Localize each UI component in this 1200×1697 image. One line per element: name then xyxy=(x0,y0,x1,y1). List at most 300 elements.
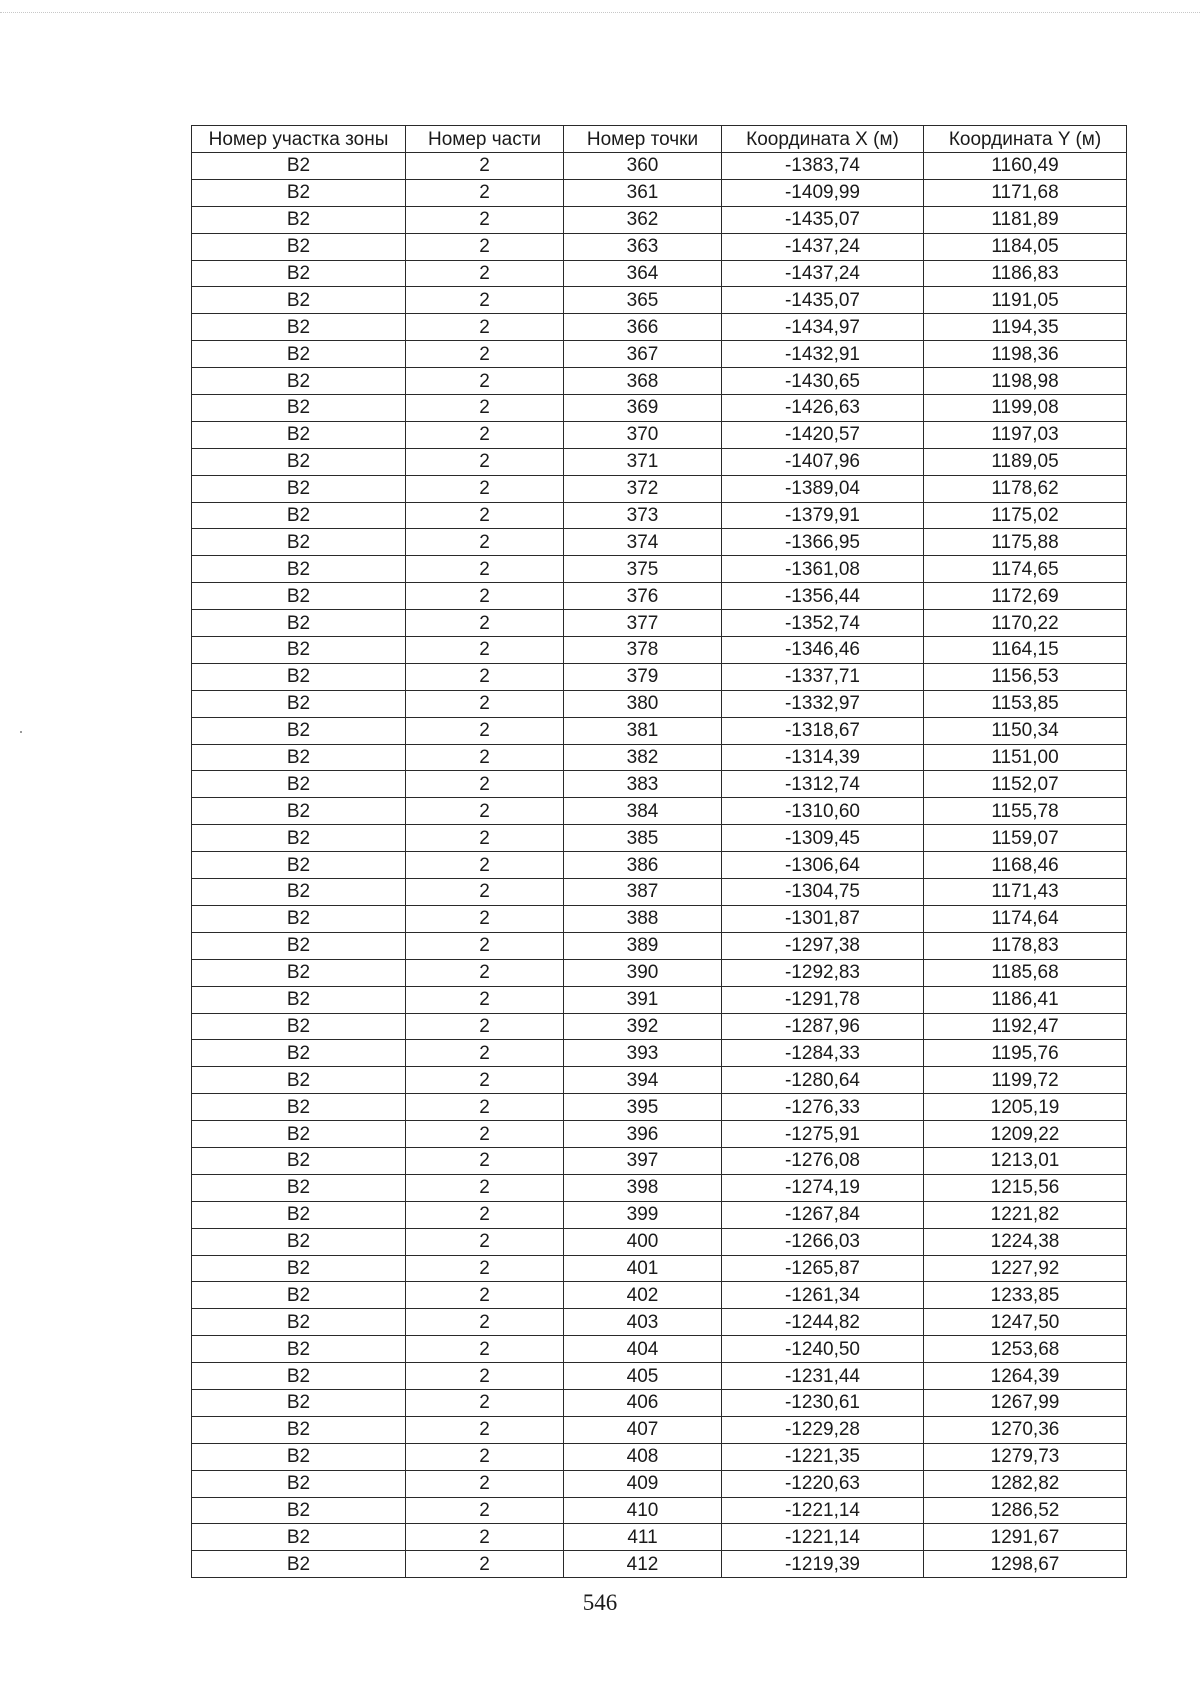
part-number-cell: 2 xyxy=(406,1389,564,1416)
coordinate-x-cell: -1383,74 xyxy=(722,153,924,180)
point-number-cell: 393 xyxy=(564,1040,722,1067)
zone-section-cell: В2 xyxy=(192,1416,406,1443)
point-number-cell: 402 xyxy=(564,1282,722,1309)
coordinate-x-cell: -1221,14 xyxy=(722,1524,924,1551)
part-number-cell: 2 xyxy=(406,663,564,690)
part-number-cell: 2 xyxy=(406,690,564,717)
part-number-cell: 2 xyxy=(406,529,564,556)
point-number-cell: 369 xyxy=(564,395,722,422)
coordinate-y-cell: 1159,07 xyxy=(924,825,1127,852)
table-row xyxy=(192,663,1127,690)
point-number-cell: 360 xyxy=(564,153,722,180)
zone-section-cell: В2 xyxy=(192,1121,406,1148)
point-number-cell: 389 xyxy=(564,932,722,959)
coordinate-y-cell: 1178,83 xyxy=(924,932,1127,959)
zone-section-cell: В2 xyxy=(192,1094,406,1121)
part-number-cell: 2 xyxy=(406,1470,564,1497)
zone-section-cell: В2 xyxy=(192,1013,406,1040)
zone-section-cell: В2 xyxy=(192,502,406,529)
coordinate-y-cell: 1279,73 xyxy=(924,1443,1127,1470)
coordinate-y-cell: 1198,36 xyxy=(924,341,1127,368)
part-number-cell: 2 xyxy=(406,395,564,422)
coordinate-x-cell: -1389,04 xyxy=(722,475,924,502)
table-row xyxy=(192,179,1127,206)
point-number-cell: 384 xyxy=(564,798,722,825)
point-number-cell: 406 xyxy=(564,1389,722,1416)
coordinate-x-cell: -1332,97 xyxy=(722,690,924,717)
coordinate-x-cell: -1409,99 xyxy=(722,179,924,206)
scan-top-edge xyxy=(0,12,1200,13)
zone-section-cell: В2 xyxy=(192,744,406,771)
part-number-cell: 2 xyxy=(406,1094,564,1121)
part-number-cell: 2 xyxy=(406,1013,564,1040)
point-number-cell: 375 xyxy=(564,556,722,583)
coordinate-x-cell: -1219,39 xyxy=(722,1551,924,1578)
point-number-cell: 379 xyxy=(564,663,722,690)
coordinate-y-cell: 1213,01 xyxy=(924,1147,1127,1174)
part-number-cell: 2 xyxy=(406,986,564,1013)
scan-speck xyxy=(20,731,22,733)
zone-section-cell: В2 xyxy=(192,1336,406,1363)
part-number-cell: 2 xyxy=(406,1282,564,1309)
point-number-cell: 409 xyxy=(564,1470,722,1497)
coordinate-x-cell: -1310,60 xyxy=(722,798,924,825)
point-number-cell: 400 xyxy=(564,1228,722,1255)
table-row xyxy=(192,448,1127,475)
coordinate-x-cell: -1361,08 xyxy=(722,556,924,583)
zone-section-cell: В2 xyxy=(192,1067,406,1094)
table-row xyxy=(192,260,1127,287)
table-row xyxy=(192,368,1127,395)
table-row xyxy=(192,1363,1127,1390)
zone-section-cell: В2 xyxy=(192,421,406,448)
part-number-cell: 2 xyxy=(406,1363,564,1390)
part-number-cell: 2 xyxy=(406,475,564,502)
coordinate-y-cell: 1247,50 xyxy=(924,1309,1127,1336)
coordinate-y-cell: 1170,22 xyxy=(924,610,1127,637)
table-row xyxy=(192,771,1127,798)
zone-section-cell: В2 xyxy=(192,395,406,422)
page-number: 546 xyxy=(582,1590,618,1615)
coordinate-y-cell: 1205,19 xyxy=(924,1094,1127,1121)
coordinate-y-cell: 1191,05 xyxy=(924,287,1127,314)
table-row xyxy=(192,637,1127,664)
coordinate-x-cell: -1435,07 xyxy=(722,287,924,314)
point-number-cell: 374 xyxy=(564,529,722,556)
point-number-cell: 391 xyxy=(564,986,722,1013)
part-number-cell: 2 xyxy=(406,905,564,932)
point-number-cell: 380 xyxy=(564,690,722,717)
coordinate-y-cell: 1175,88 xyxy=(924,529,1127,556)
table-row xyxy=(192,1551,1127,1578)
point-number-cell: 399 xyxy=(564,1201,722,1228)
coordinate-y-cell: 1152,07 xyxy=(924,771,1127,798)
point-number-cell: 364 xyxy=(564,260,722,287)
table-row xyxy=(192,1497,1127,1524)
coordinate-y-cell: 1221,82 xyxy=(924,1201,1127,1228)
zone-section-cell: В2 xyxy=(192,448,406,475)
table-row xyxy=(192,1282,1127,1309)
coordinate-x-cell: -1231,44 xyxy=(722,1363,924,1390)
coordinate-y-cell: 1197,03 xyxy=(924,421,1127,448)
zone-section-cell: В2 xyxy=(192,1228,406,1255)
part-number-cell: 2 xyxy=(406,287,564,314)
point-number-cell: 404 xyxy=(564,1336,722,1363)
table-row xyxy=(192,314,1127,341)
zone-section-cell: В2 xyxy=(192,637,406,664)
coordinate-x-cell: -1244,82 xyxy=(722,1309,924,1336)
zone-section-cell: В2 xyxy=(192,153,406,180)
coordinate-y-cell: 1172,69 xyxy=(924,583,1127,610)
table-row xyxy=(192,1389,1127,1416)
part-number-cell: 2 xyxy=(406,717,564,744)
coordinate-y-cell: 1209,22 xyxy=(924,1121,1127,1148)
coordinate-x-cell: -1221,14 xyxy=(722,1497,924,1524)
coordinate-y-cell: 1155,78 xyxy=(924,798,1127,825)
part-number-cell: 2 xyxy=(406,233,564,260)
coordinate-x-cell: -1437,24 xyxy=(722,233,924,260)
part-number-cell: 2 xyxy=(406,932,564,959)
coordinate-x-cell: -1432,91 xyxy=(722,341,924,368)
table-row xyxy=(192,421,1127,448)
part-number-cell: 2 xyxy=(406,206,564,233)
part-number-cell: 2 xyxy=(406,421,564,448)
table-row xyxy=(192,825,1127,852)
table-row xyxy=(192,1443,1127,1470)
table-row xyxy=(192,610,1127,637)
point-number-cell: 405 xyxy=(564,1363,722,1390)
coordinate-x-cell: -1292,83 xyxy=(722,959,924,986)
table-row xyxy=(192,1067,1127,1094)
part-number-cell: 2 xyxy=(406,314,564,341)
point-number-cell: 385 xyxy=(564,825,722,852)
zone-section-cell: В2 xyxy=(192,1389,406,1416)
point-number-cell: 412 xyxy=(564,1551,722,1578)
coordinate-y-cell: 1153,85 xyxy=(924,690,1127,717)
point-number-cell: 381 xyxy=(564,717,722,744)
table-row xyxy=(192,1094,1127,1121)
coordinate-y-cell: 1175,02 xyxy=(924,502,1127,529)
point-number-cell: 382 xyxy=(564,744,722,771)
table-row xyxy=(192,475,1127,502)
coordinate-y-cell: 1282,82 xyxy=(924,1470,1127,1497)
coordinate-y-cell: 1192,47 xyxy=(924,1013,1127,1040)
point-number-cell: 403 xyxy=(564,1309,722,1336)
coordinate-y-cell: 1199,72 xyxy=(924,1067,1127,1094)
zone-section-cell: В2 xyxy=(192,905,406,932)
header-zone-section: Номер участка зоны xyxy=(192,126,406,153)
coordinate-x-cell: -1220,63 xyxy=(722,1470,924,1497)
coordinate-x-cell: -1297,38 xyxy=(722,932,924,959)
table-row xyxy=(192,959,1127,986)
point-number-cell: 387 xyxy=(564,879,722,906)
table-row xyxy=(192,153,1127,180)
zone-section-cell: В2 xyxy=(192,233,406,260)
part-number-cell: 2 xyxy=(406,583,564,610)
table-row xyxy=(192,1121,1127,1148)
part-number-cell: 2 xyxy=(406,368,564,395)
coordinate-y-cell: 1224,38 xyxy=(924,1228,1127,1255)
part-number-cell: 2 xyxy=(406,1121,564,1148)
point-number-cell: 371 xyxy=(564,448,722,475)
point-number-cell: 395 xyxy=(564,1094,722,1121)
zone-section-cell: В2 xyxy=(192,1040,406,1067)
coordinate-x-cell: -1230,61 xyxy=(722,1389,924,1416)
part-number-cell: 2 xyxy=(406,1551,564,1578)
coordinate-x-cell: -1284,33 xyxy=(722,1040,924,1067)
coordinate-y-cell: 1186,83 xyxy=(924,260,1127,287)
table-row xyxy=(192,502,1127,529)
point-number-cell: 378 xyxy=(564,637,722,664)
point-number-cell: 392 xyxy=(564,1013,722,1040)
zone-section-cell: В2 xyxy=(192,986,406,1013)
coordinate-x-cell: -1366,95 xyxy=(722,529,924,556)
table-row xyxy=(192,1228,1127,1255)
coordinate-y-cell: 1286,52 xyxy=(924,1497,1127,1524)
coordinate-y-cell: 1267,99 xyxy=(924,1389,1127,1416)
part-number-cell: 2 xyxy=(406,1040,564,1067)
table-row xyxy=(192,529,1127,556)
header-point-number: Номер точки xyxy=(564,126,722,153)
coordinate-x-cell: -1407,96 xyxy=(722,448,924,475)
part-number-cell: 2 xyxy=(406,879,564,906)
zone-section-cell: В2 xyxy=(192,1282,406,1309)
table-row xyxy=(192,556,1127,583)
point-number-cell: 383 xyxy=(564,771,722,798)
zone-section-cell: В2 xyxy=(192,690,406,717)
coordinate-x-cell: -1430,65 xyxy=(722,368,924,395)
coordinate-y-cell: 1164,15 xyxy=(924,637,1127,664)
table-row xyxy=(192,1013,1127,1040)
coordinate-x-cell: -1346,46 xyxy=(722,637,924,664)
part-number-cell: 2 xyxy=(406,1524,564,1551)
coordinate-x-cell: -1434,97 xyxy=(722,314,924,341)
zone-section-cell: В2 xyxy=(192,475,406,502)
table-row xyxy=(192,986,1127,1013)
header-coordinate-x: Координата X (м) xyxy=(722,126,924,153)
coordinate-x-cell: -1291,78 xyxy=(722,986,924,1013)
part-number-cell: 2 xyxy=(406,1336,564,1363)
table-row xyxy=(192,717,1127,744)
coordinate-y-cell: 1171,68 xyxy=(924,179,1127,206)
zone-section-cell: В2 xyxy=(192,610,406,637)
table-row xyxy=(192,932,1127,959)
table-row xyxy=(192,1201,1127,1228)
coordinate-y-cell: 1150,34 xyxy=(924,717,1127,744)
part-number-cell: 2 xyxy=(406,610,564,637)
point-number-cell: 411 xyxy=(564,1524,722,1551)
zone-section-cell: В2 xyxy=(192,1255,406,1282)
point-number-cell: 361 xyxy=(564,179,722,206)
table-row xyxy=(192,1524,1127,1551)
point-number-cell: 401 xyxy=(564,1255,722,1282)
table-row xyxy=(192,1309,1127,1336)
coordinate-y-cell: 1215,56 xyxy=(924,1174,1127,1201)
part-number-cell: 2 xyxy=(406,1147,564,1174)
table-header-row xyxy=(192,126,1127,153)
coordinate-x-cell: -1306,64 xyxy=(722,852,924,879)
header-part-number: Номер части xyxy=(406,126,564,153)
point-number-cell: 370 xyxy=(564,421,722,448)
coordinate-y-cell: 1264,39 xyxy=(924,1363,1127,1390)
coordinate-x-cell: -1267,84 xyxy=(722,1201,924,1228)
table-row xyxy=(192,1336,1127,1363)
part-number-cell: 2 xyxy=(406,1443,564,1470)
part-number-cell: 2 xyxy=(406,341,564,368)
coordinate-x-cell: -1280,64 xyxy=(722,1067,924,1094)
point-number-cell: 368 xyxy=(564,368,722,395)
coordinate-x-cell: -1314,39 xyxy=(722,744,924,771)
coordinate-y-cell: 1156,53 xyxy=(924,663,1127,690)
coordinate-x-cell: -1301,87 xyxy=(722,905,924,932)
coordinate-x-cell: -1265,87 xyxy=(722,1255,924,1282)
coordinate-y-cell: 1198,98 xyxy=(924,368,1127,395)
table-row xyxy=(192,1416,1127,1443)
coordinate-x-cell: -1240,50 xyxy=(722,1336,924,1363)
table-body xyxy=(192,153,1127,1578)
coordinate-x-cell: -1318,67 xyxy=(722,717,924,744)
point-number-cell: 376 xyxy=(564,583,722,610)
part-number-cell: 2 xyxy=(406,637,564,664)
zone-section-cell: В2 xyxy=(192,663,406,690)
table-row xyxy=(192,1255,1127,1282)
part-number-cell: 2 xyxy=(406,1416,564,1443)
zone-section-cell: В2 xyxy=(192,879,406,906)
table-row xyxy=(192,206,1127,233)
zone-section-cell: В2 xyxy=(192,798,406,825)
zone-section-cell: В2 xyxy=(192,368,406,395)
point-number-cell: 386 xyxy=(564,852,722,879)
coordinate-y-cell: 1178,62 xyxy=(924,475,1127,502)
table-row xyxy=(192,744,1127,771)
point-number-cell: 373 xyxy=(564,502,722,529)
part-number-cell: 2 xyxy=(406,1497,564,1524)
zone-section-cell: В2 xyxy=(192,179,406,206)
part-number-cell: 2 xyxy=(406,1201,564,1228)
point-number-cell: 388 xyxy=(564,905,722,932)
table-row xyxy=(192,879,1127,906)
coordinate-y-cell: 1199,08 xyxy=(924,395,1127,422)
zone-section-cell: В2 xyxy=(192,932,406,959)
point-number-cell: 372 xyxy=(564,475,722,502)
point-number-cell: 398 xyxy=(564,1174,722,1201)
zone-section-cell: В2 xyxy=(192,206,406,233)
part-number-cell: 2 xyxy=(406,771,564,798)
part-number-cell: 2 xyxy=(406,448,564,475)
zone-section-cell: В2 xyxy=(192,771,406,798)
part-number-cell: 2 xyxy=(406,556,564,583)
table-row xyxy=(192,905,1127,932)
coordinate-y-cell: 1186,41 xyxy=(924,986,1127,1013)
table-row xyxy=(192,690,1127,717)
point-number-cell: 377 xyxy=(564,610,722,637)
part-number-cell: 2 xyxy=(406,153,564,180)
coordinate-y-cell: 1253,68 xyxy=(924,1336,1127,1363)
coordinate-x-cell: -1337,71 xyxy=(722,663,924,690)
coordinate-x-cell: -1435,07 xyxy=(722,206,924,233)
coordinate-y-cell: 1291,67 xyxy=(924,1524,1127,1551)
table-row xyxy=(192,1147,1127,1174)
zone-section-cell: В2 xyxy=(192,1147,406,1174)
point-number-cell: 396 xyxy=(564,1121,722,1148)
zone-section-cell: В2 xyxy=(192,1524,406,1551)
coordinate-y-cell: 1160,49 xyxy=(924,153,1127,180)
coordinate-x-cell: -1275,91 xyxy=(722,1121,924,1148)
zone-section-cell: В2 xyxy=(192,1443,406,1470)
table-row xyxy=(192,395,1127,422)
zone-section-cell: В2 xyxy=(192,1201,406,1228)
zone-section-cell: В2 xyxy=(192,717,406,744)
coordinate-x-cell: -1266,03 xyxy=(722,1228,924,1255)
coordinate-y-cell: 1195,76 xyxy=(924,1040,1127,1067)
coordinate-y-cell: 1174,65 xyxy=(924,556,1127,583)
part-number-cell: 2 xyxy=(406,825,564,852)
coordinate-y-cell: 1270,36 xyxy=(924,1416,1127,1443)
zone-section-cell: В2 xyxy=(192,959,406,986)
zone-section-cell: В2 xyxy=(192,1551,406,1578)
zone-section-cell: В2 xyxy=(192,1497,406,1524)
coordinate-x-cell: -1356,44 xyxy=(722,583,924,610)
part-number-cell: 2 xyxy=(406,744,564,771)
coordinate-x-cell: -1287,96 xyxy=(722,1013,924,1040)
point-number-cell: 365 xyxy=(564,287,722,314)
coordinate-x-cell: -1229,28 xyxy=(722,1416,924,1443)
coordinate-x-cell: -1261,34 xyxy=(722,1282,924,1309)
coordinate-y-cell: 1181,89 xyxy=(924,206,1127,233)
coordinate-x-cell: -1426,63 xyxy=(722,395,924,422)
point-number-cell: 362 xyxy=(564,206,722,233)
point-number-cell: 366 xyxy=(564,314,722,341)
part-number-cell: 2 xyxy=(406,1067,564,1094)
coordinate-x-cell: -1221,35 xyxy=(722,1443,924,1470)
coordinate-x-cell: -1276,08 xyxy=(722,1147,924,1174)
zone-section-cell: В2 xyxy=(192,825,406,852)
coordinate-x-cell: -1309,45 xyxy=(722,825,924,852)
coordinates-table xyxy=(191,125,1127,1578)
zone-section-cell: В2 xyxy=(192,556,406,583)
part-number-cell: 2 xyxy=(406,179,564,206)
coordinate-x-cell: -1304,75 xyxy=(722,879,924,906)
table-row xyxy=(192,1174,1127,1201)
part-number-cell: 2 xyxy=(406,1174,564,1201)
zone-section-cell: В2 xyxy=(192,1174,406,1201)
point-number-cell: 410 xyxy=(564,1497,722,1524)
table-row xyxy=(192,287,1127,314)
coordinate-y-cell: 1227,92 xyxy=(924,1255,1127,1282)
zone-section-cell: В2 xyxy=(192,341,406,368)
coordinate-y-cell: 1184,05 xyxy=(924,233,1127,260)
point-number-cell: 407 xyxy=(564,1416,722,1443)
coordinate-y-cell: 1174,64 xyxy=(924,905,1127,932)
part-number-cell: 2 xyxy=(406,798,564,825)
table-row xyxy=(192,1470,1127,1497)
part-number-cell: 2 xyxy=(406,1255,564,1282)
table-row xyxy=(192,798,1127,825)
part-number-cell: 2 xyxy=(406,959,564,986)
point-number-cell: 363 xyxy=(564,233,722,260)
part-number-cell: 2 xyxy=(406,1309,564,1336)
part-number-cell: 2 xyxy=(406,1228,564,1255)
coordinate-x-cell: -1379,91 xyxy=(722,502,924,529)
coordinate-x-cell: -1352,74 xyxy=(722,610,924,637)
point-number-cell: 394 xyxy=(564,1067,722,1094)
coordinate-y-cell: 1151,00 xyxy=(924,744,1127,771)
coordinate-y-cell: 1171,43 xyxy=(924,879,1127,906)
table-row xyxy=(192,233,1127,260)
table-row xyxy=(192,583,1127,610)
coordinate-y-cell: 1168,46 xyxy=(924,852,1127,879)
zone-section-cell: В2 xyxy=(192,260,406,287)
